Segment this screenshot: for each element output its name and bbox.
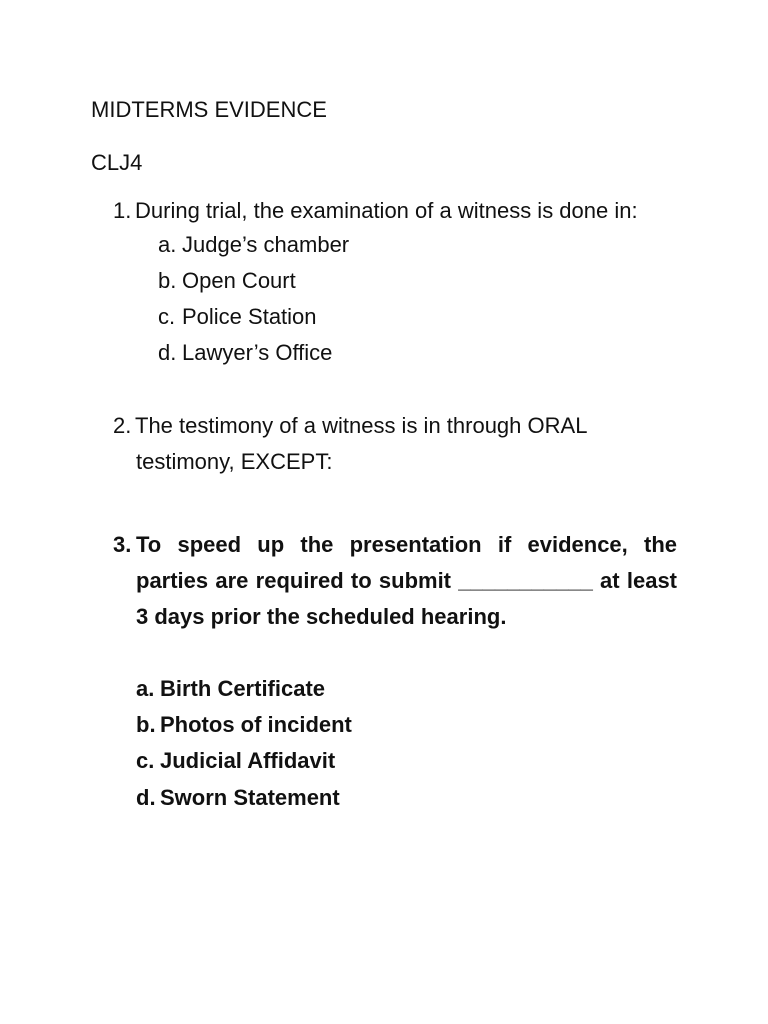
- question-3-line-1: To speed up the presentation if evidence, the: [136, 532, 677, 557]
- question-1-number: 1.: [113, 198, 132, 223]
- q1-option-b: [158, 268, 296, 294]
- question-3-line-3: 3 days prior the scheduled hearing.: [136, 604, 507, 629]
- option-letter: d.: [158, 340, 177, 365]
- option-letter: d.: [136, 785, 156, 810]
- option-text: Photos of incident: [160, 712, 352, 737]
- q1-option-c: [158, 304, 317, 330]
- course-code: CLJ4: [91, 150, 143, 175]
- question-2-line-2: testimony, EXCEPT:: [136, 449, 333, 474]
- option-text: Judge’s chamber: [182, 232, 350, 257]
- question-3-number: 3.: [113, 532, 132, 557]
- option-text: Judicial Affidavit: [160, 748, 336, 773]
- q3-option-a: [136, 676, 325, 702]
- q3-option-d: [136, 785, 340, 811]
- option-letter: b.: [136, 712, 156, 737]
- q1-option-d: [158, 340, 332, 366]
- option-text: Open Court: [182, 268, 296, 293]
- option-text: Birth Certificate: [160, 676, 326, 701]
- option-text: Police Station: [182, 304, 317, 329]
- question-3-line-2: parties are required to submit ___________ at least: [136, 568, 677, 593]
- q3-option-b: [136, 712, 352, 738]
- question-1: [113, 198, 638, 224]
- question-2-line-1: The testimony of a witness is in through ORAL: [135, 413, 588, 438]
- question-1-text: During trial, the examination of a witness is done in:: [135, 198, 638, 223]
- option-letter: b.: [158, 268, 177, 293]
- option-letter: c.: [136, 748, 155, 773]
- option-text: Lawyer’s Office: [182, 340, 333, 365]
- option-letter: c.: [158, 304, 176, 329]
- question-2-number: 2.: [113, 413, 132, 438]
- q3-option-c: [136, 748, 335, 774]
- option-text: Sworn Statement: [160, 785, 340, 810]
- question-2: [113, 413, 587, 439]
- q1-option-a: [158, 232, 349, 258]
- option-letter: a.: [158, 232, 177, 257]
- option-letter: a.: [136, 676, 155, 701]
- document-title: MIDTERMS EVIDENCE: [91, 97, 327, 122]
